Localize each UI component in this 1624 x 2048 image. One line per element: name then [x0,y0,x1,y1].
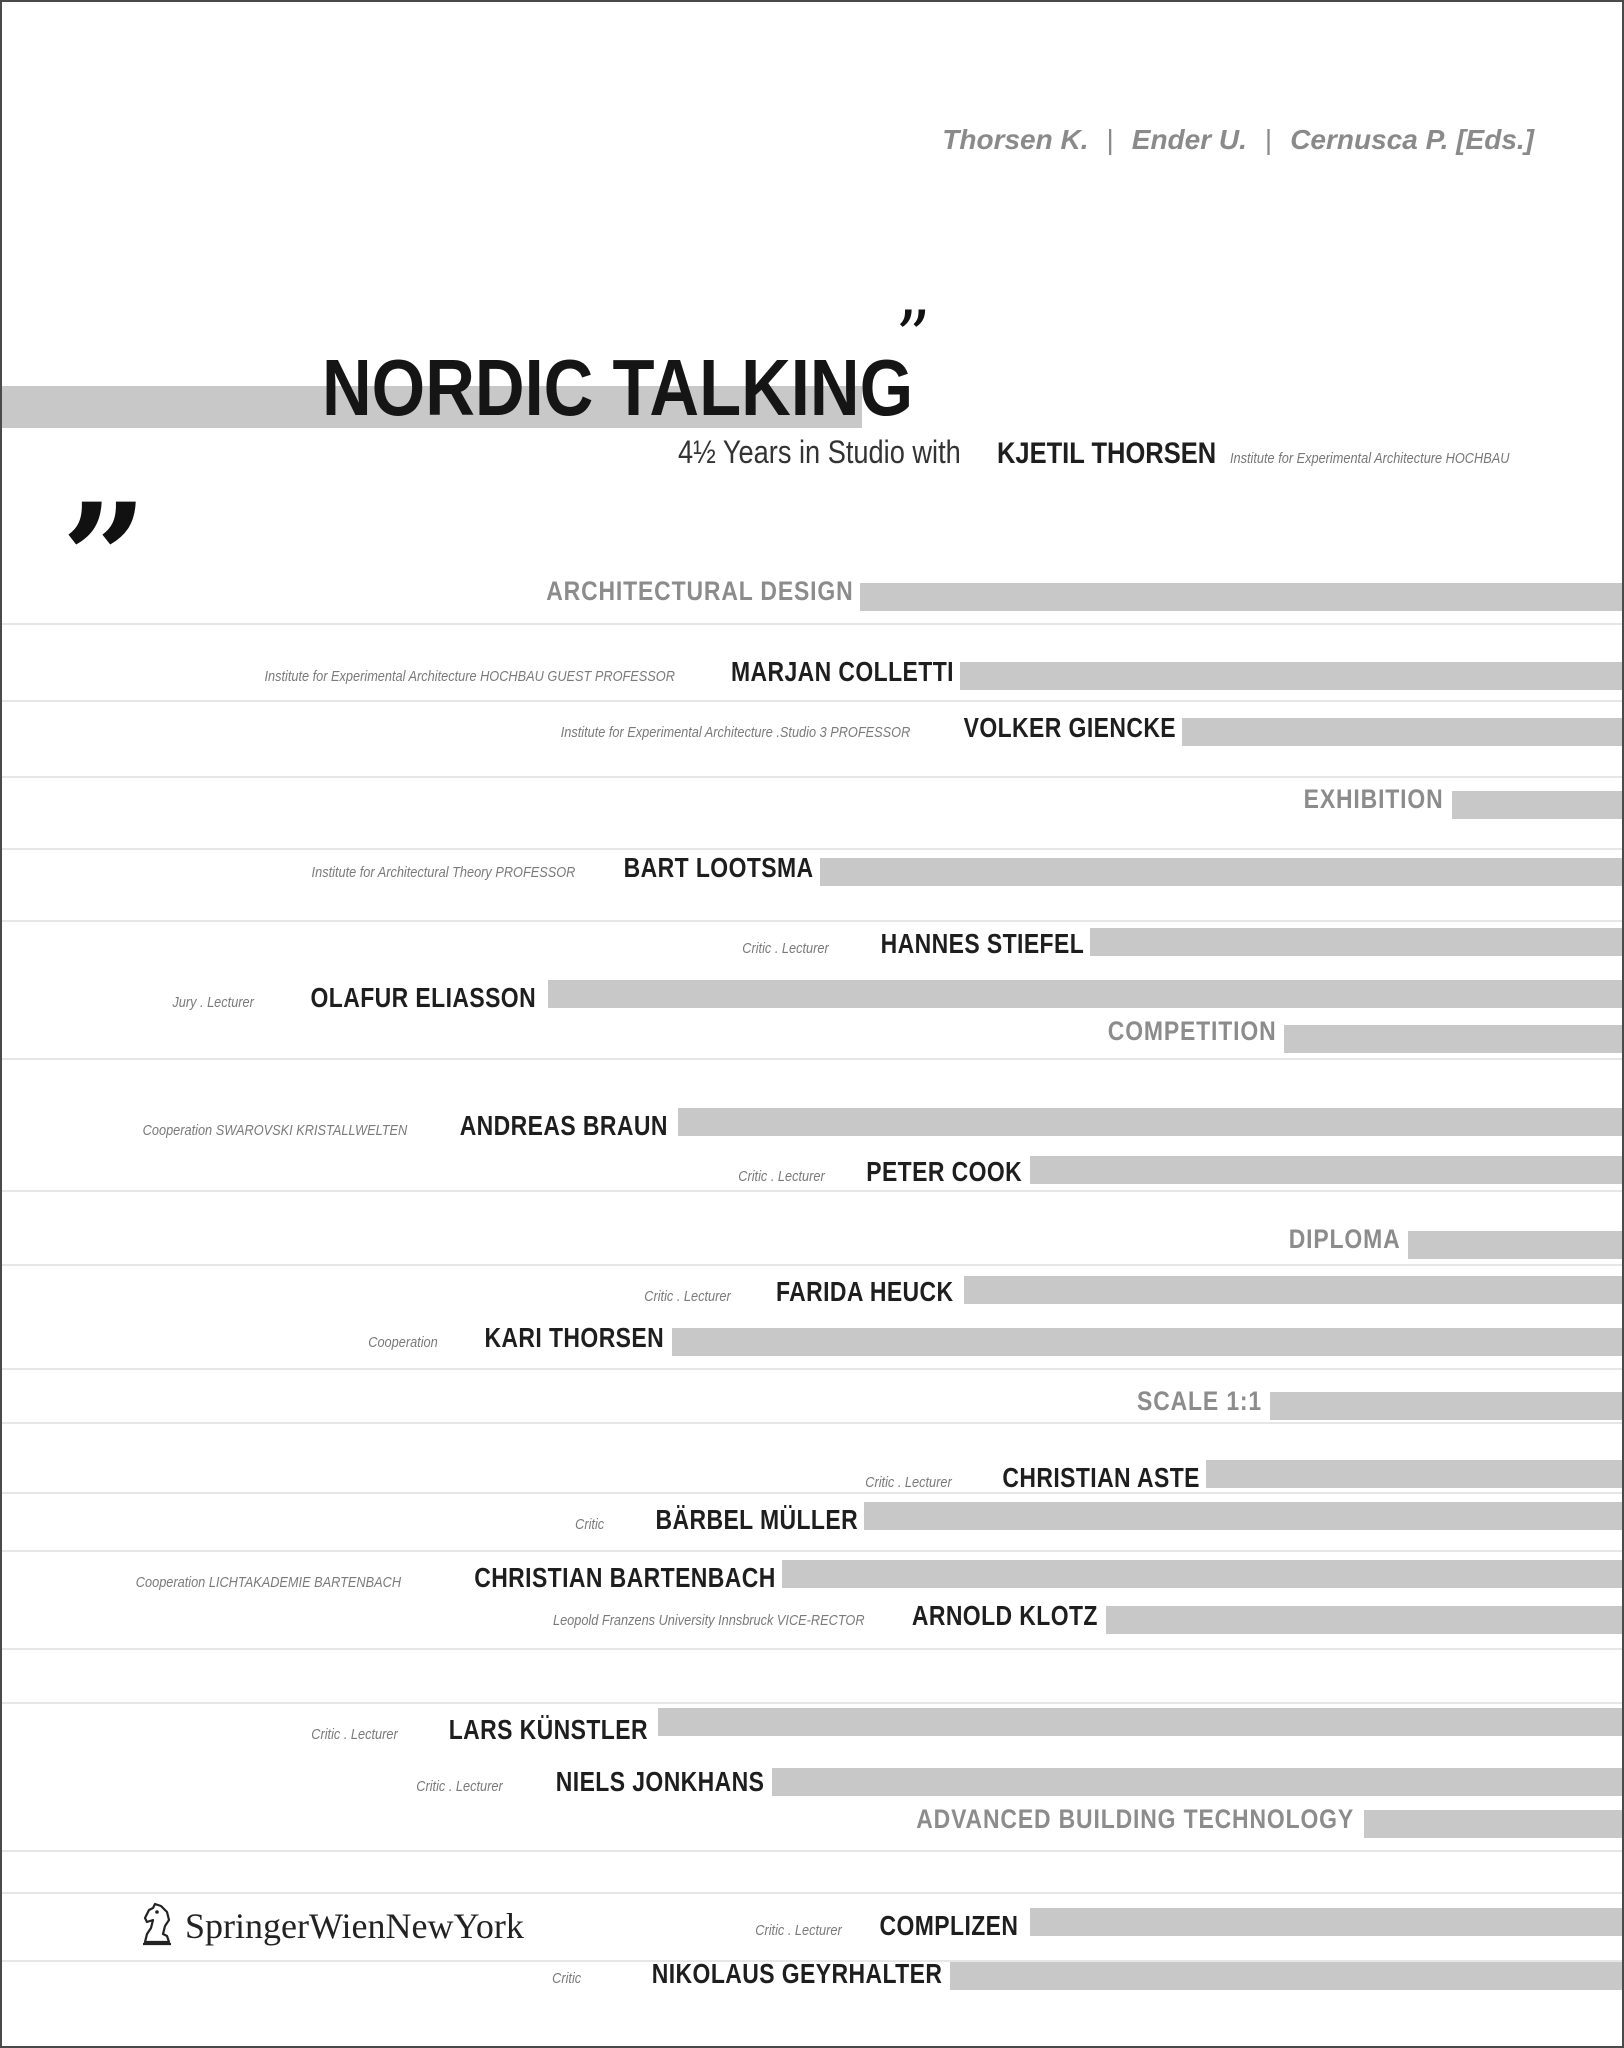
section-bar [1284,1025,1622,1053]
person-role: Cooperation SWAROVSKI KRISTALLWELTEN [142,1122,408,1139]
person-role: Cooperation LICHTAKADEMIE BARTENBACH [135,1574,402,1591]
person-row [296,1714,648,1746]
rule-line [2,1492,1622,1494]
person-row [356,1322,664,1354]
person-bar [782,1560,1622,1588]
person-row [547,1958,943,1990]
publisher-logo [137,1900,524,1951]
section-label: ARCHITECTURAL DESIGN [546,576,854,606]
person-name: MARJAN COLLETTI [731,656,954,687]
person-name: LARS KÜNSTLER [448,1714,648,1745]
opening-quote-mark: „ [64,385,151,561]
editor-separator: | [1106,124,1114,155]
subtitle-row [678,434,1559,471]
book-title: NORDIC TALKING [322,343,914,432]
section-bar [1408,1231,1622,1259]
person-bar [1106,1606,1622,1634]
person-bar [950,1962,1622,1990]
person-row [265,852,814,884]
subtitle-name: KJETIL THORSEN [996,437,1216,470]
person-name: HANNES STIEFEL [880,928,1084,959]
person-bar [1090,928,1622,956]
person-row [401,1766,764,1798]
person-bar [658,1708,1622,1736]
person-bar [1182,718,1622,746]
person-name: NIELS JONKHANS [555,1766,764,1797]
subtitle-institute: Institute for Experimental Architecture HOCHBAU [1230,450,1510,467]
person-name: BART LOOTSMA [624,852,814,883]
person-role: Critic . Lecturer [311,1726,399,1743]
section-exhibition [1279,784,1444,815]
person-row [96,1110,668,1142]
rule-line [2,1892,1622,1894]
section-label: COMPETITION [1107,1016,1276,1046]
rule-line [2,1850,1622,1852]
section-label: EXHIBITION [1304,784,1444,814]
person-bar [960,662,1622,690]
section-diploma [1269,1224,1401,1255]
person-bar [1206,1460,1622,1488]
person-row [570,1504,858,1536]
person-role: Institute for Experimental Architecture .Studio 3 PROFESSOR [560,724,910,741]
person-role: Critic [574,1516,604,1533]
subtitle: 4½ Years in Studio with [678,434,961,470]
person-row [850,1462,1200,1494]
person-role: Leopold Franzens University Innsbruck VICE-RECTOR [552,1612,865,1629]
person-bar [1030,1156,1622,1184]
rule-line [2,1550,1622,1552]
section-label: SCALE 1:1 [1137,1386,1262,1416]
rule-line [2,1368,1622,1370]
person-name: FARIDA HEUCK [776,1276,954,1307]
person-name: NIKOLAUS GEYRHALTER [651,1958,942,1989]
person-bar [1030,1908,1622,1936]
person-role: Critic . Lecturer [865,1474,953,1491]
person-role: Institute for Architectural Theory PROFESSOR [311,864,576,881]
section-bar [1364,1810,1622,1838]
person-role: Critic . Lecturer [755,1922,842,1939]
person-name: PETER COOK [866,1156,1022,1187]
rule-line [2,1058,1622,1060]
person-role: Critic . Lecturer [742,940,829,957]
person-row [89,1562,776,1594]
rule-line [2,1190,1622,1192]
person-name: BÄRBEL MÜLLER [655,1504,858,1535]
springer-knight-icon [137,1900,177,1951]
person-role: Critic . Lecturer [738,1168,825,1185]
person-role: Critic [551,1970,581,1987]
rule-line [2,776,1622,778]
person-name: ANDREAS BRAUN [459,1110,668,1141]
closing-quote-mark: ” [895,296,931,378]
person-role: Cooperation [368,1334,438,1351]
person-bar [820,858,1622,886]
person-role: Jury . Lecturer [172,994,254,1011]
section-bar [860,583,1622,611]
rule-line [2,920,1622,922]
person-name: KARI THORSEN [484,1322,664,1353]
editor-separator: | [1264,124,1273,155]
person-name: OLAFUR ELIASSON [310,982,536,1013]
person-bar [964,1276,1622,1304]
rule-line [2,848,1622,850]
person-name: COMPLIZEN [879,1910,1018,1941]
person-row [740,1910,1018,1942]
section-architectural-design [492,576,854,607]
rule-line [2,700,1622,702]
person-bar [772,1768,1622,1796]
editors-line [942,124,1534,156]
person-name: VOLKER GIENCKE [963,712,1176,743]
publisher-name: SpringerWienNewYork [185,1905,524,1946]
person-row [192,656,954,688]
rule-line [2,1702,1622,1704]
editor-2: Ender U. [1131,124,1247,155]
person-bar [672,1328,1622,1356]
person-role: Critic . Lecturer [416,1778,503,1795]
person-row [499,712,1176,744]
person-role: Institute for Experimental Architecture HOCHBAU GUEST PROFESSOR [264,668,676,685]
person-name: ARNOLD KLOTZ [911,1600,1098,1631]
section-label: DIPLOMA [1288,1224,1400,1254]
editor-3: Cernusca P. [Eds.] [1290,124,1534,155]
person-row [727,928,1084,960]
section-competition [1078,1016,1277,1047]
person-row [629,1276,954,1308]
person-role: Critic . Lecturer [644,1288,731,1305]
person-name: CHRISTIAN ASTE [1002,1462,1200,1493]
rule-line [2,1648,1622,1650]
section-scale [1115,1386,1262,1417]
rule-line [2,623,1622,625]
section-advanced-building-technology [839,1804,1354,1835]
rule-line [2,1264,1622,1266]
section-bar [1452,791,1622,819]
person-row [158,982,536,1014]
editor-1: Thorsen K. [942,124,1089,155]
person-bar [864,1502,1622,1530]
person-bar [548,980,1622,1008]
section-bar [1270,1392,1622,1420]
person-row [498,1600,1098,1632]
rule-line [2,1422,1622,1424]
section-label: ADVANCED BUILDING TECHNOLOGY [916,1804,1354,1834]
person-name: CHRISTIAN BARTENBACH [474,1562,776,1593]
person-bar [678,1108,1622,1136]
person-row [723,1156,1022,1188]
